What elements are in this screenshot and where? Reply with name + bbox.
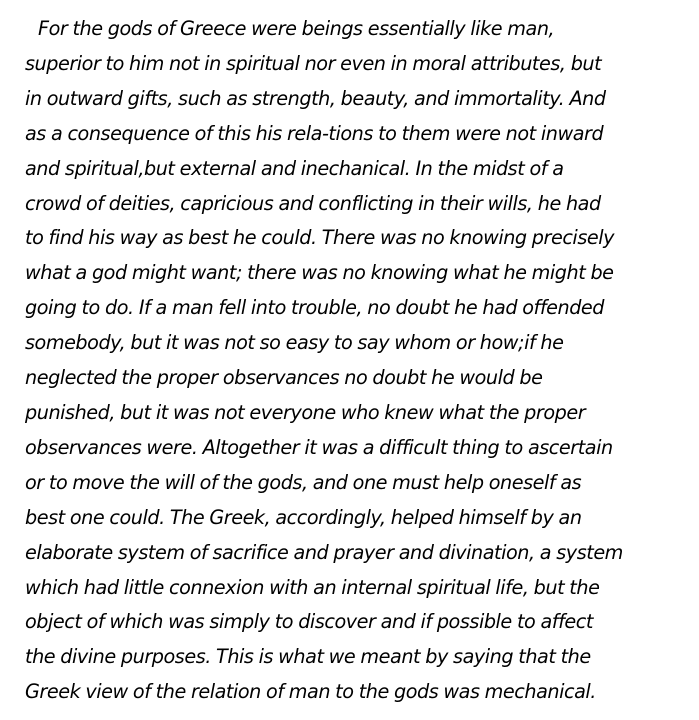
passage-line: elaborate system of sacrifice and prayer and divination, a system — [25, 540, 623, 564]
passage-line: going to do. If a man fell into trouble, no doubt he had offended — [25, 296, 605, 320]
passage-line: in outward gifts, such as strength, beauty, and immortality. And — [25, 86, 606, 110]
passage-text — [25, 12, 697, 710]
passage-line: For the gods of Greece were beings essentially like man, — [38, 17, 555, 40]
passage-line: crowd of deities, capricious and conflicting in their wills, he had — [25, 191, 601, 215]
passage-line: superior to him not in spiritual nor even in moral attributes, but — [25, 51, 602, 75]
passage-line: neglected the proper observances no doubt he would be — [25, 366, 543, 390]
passage-line: as a consequence of this his rela-tions to them were not inward — [25, 121, 604, 145]
passage-line: observances were. Altogether it was a difficult thing to ascertain — [25, 435, 613, 459]
passage-line: Greek view of the relation of man to the gods was mechanical. — [25, 680, 596, 704]
passage-line: what a god might want; there was no knowing what he might be — [25, 261, 614, 285]
passage-line: punished, but it was not everyone who knew what the proper — [25, 400, 586, 424]
passage-line: and spiritual,but external and inechanical. In the midst of a — [25, 156, 564, 180]
passage-line: to find his way as best he could. There was no knowing precisely — [25, 226, 615, 250]
passage-line: the divine purposes. This is what we meant by saying that the — [25, 645, 591, 669]
passage-line: object of which was simply to discover and if possible to affect — [25, 610, 593, 634]
passage-line: or to move the will of the gods, and one must help oneself as — [25, 470, 582, 494]
passage-line: which had little connexion with an internal spiritual life, but the — [25, 575, 600, 599]
passage-line: somebody, but it was not so easy to say whom or how;if he — [25, 331, 564, 355]
passage-line: best one could. The Greek, accordingly, helped himself by an — [25, 505, 582, 529]
